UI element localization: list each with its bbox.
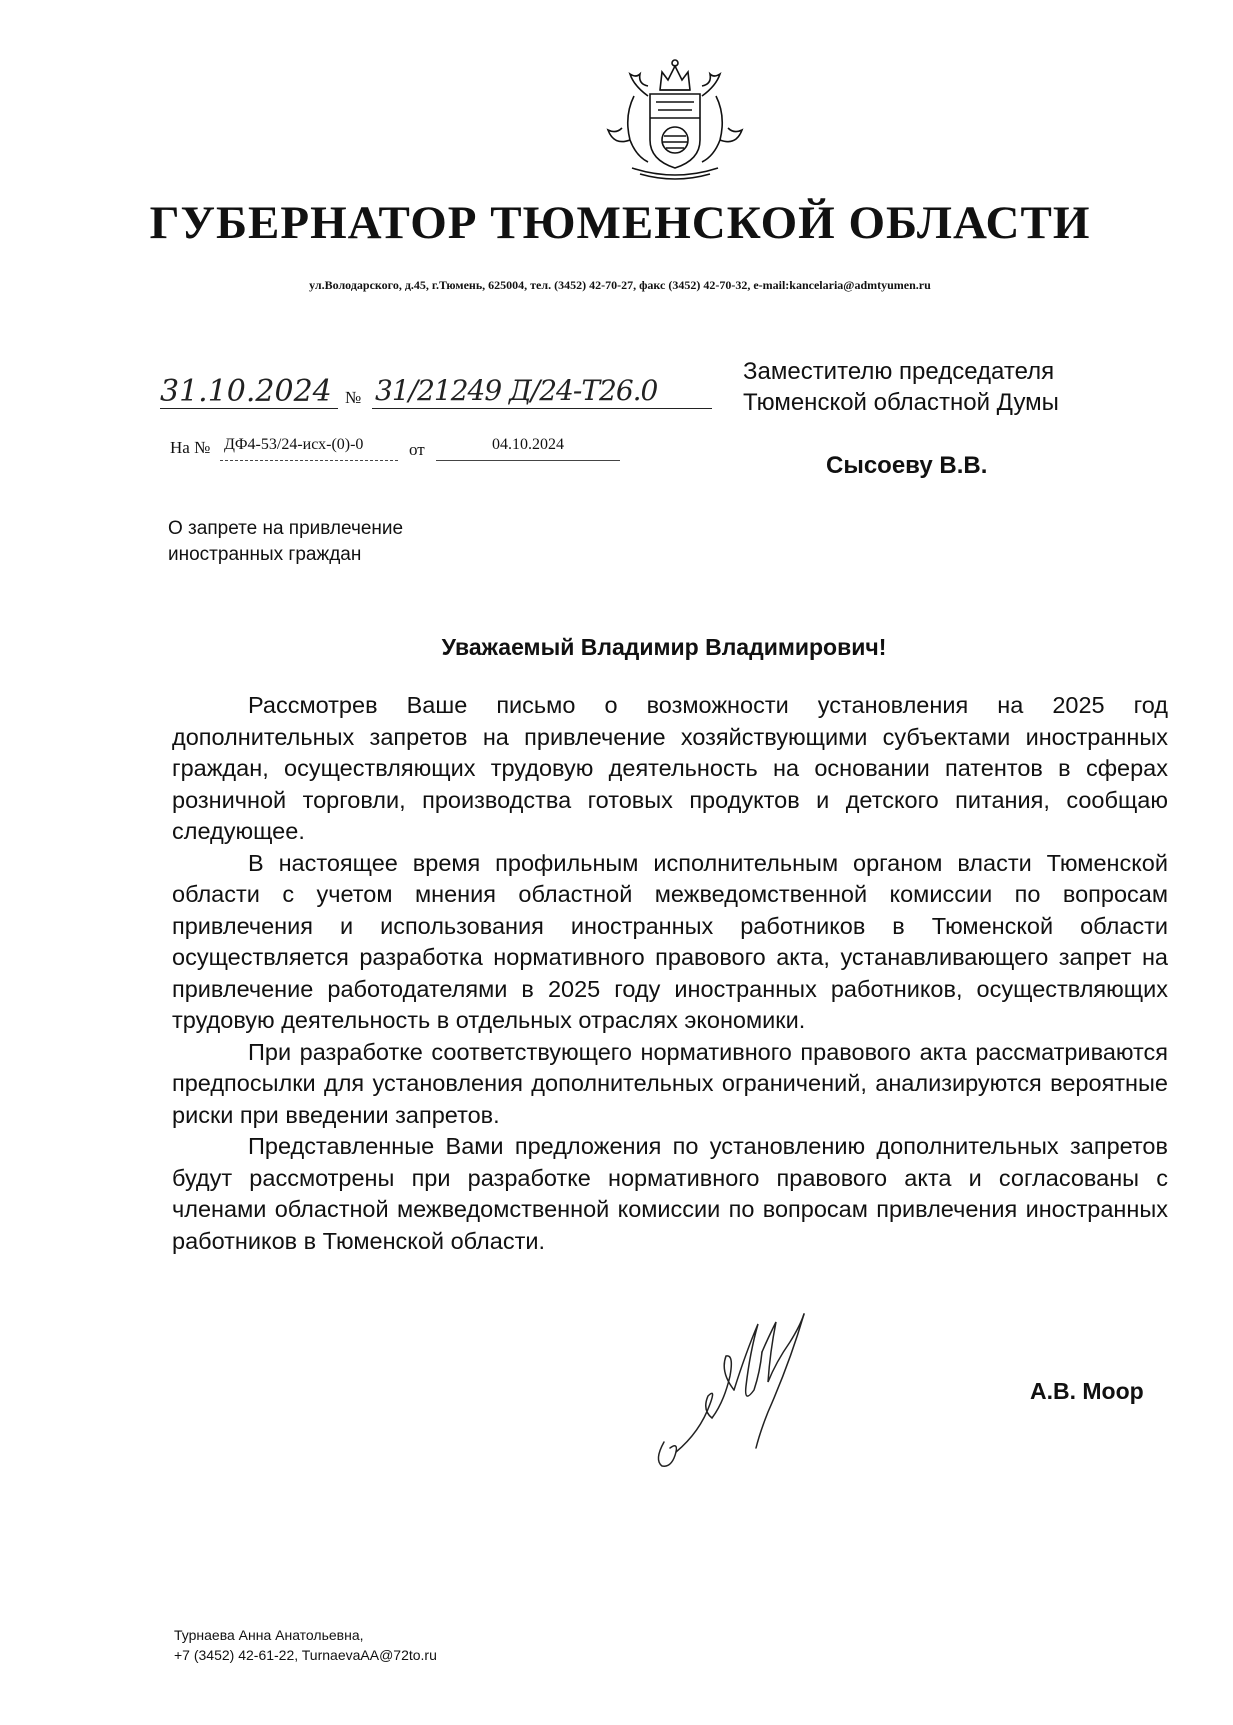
subject-line1: О запрете на привлечение	[168, 518, 404, 539]
body-paragraph-1: Рассмотрев Ваше письмо о возможности установления на 2025 год дополнительных запретов на привлечение хозяйствующими субъектами иностранных граждан, осуществляющих трудовую деятельность на основании патентов в сферах розничной торговли, производства готовых продуктов и детского питания, сообщаю следующее.	[172, 692, 1168, 844]
subject-line2: иностранных граждан	[168, 544, 362, 565]
organization-title: ГУБЕРНАТОР ТЮМЕНСКОЙ ОБЛАСТИ	[149, 197, 1091, 249]
body-paragraph-2: В настоящее время профильным исполнительным органом власти Тюменской области с учетом мнения областной межведомственной комиссии по вопросам привлечения и использования иностранных работников в Тюменской области осуществляется разработка нормативного правового акта, устанавливающего запрет на привлечение работодателями в 2025 году иностранных работников, осуществляющих трудовую деятельность в отдельных отраслях экономики.	[172, 849, 1168, 1033]
reply-to-date-underline	[436, 460, 620, 461]
registration-number-underline	[372, 408, 712, 409]
registration-date-underline	[160, 408, 338, 409]
signer-name: А.В. Моор	[1030, 1378, 1144, 1404]
addressee-position-line1: Заместителю председателя	[743, 358, 1055, 385]
executor-contact: +7 (3452) 42-61-22, TurnaevaAA@72to.ru	[174, 1647, 437, 1663]
reply-to-date: 04.10.2024	[492, 436, 564, 453]
reply-to-date-label: от	[409, 440, 425, 459]
coat-of-arms-icon	[590, 56, 760, 184]
addressee-block	[743, 356, 1123, 418]
signature-icon	[650, 1292, 850, 1472]
registration-date: 31.10.2024	[160, 374, 332, 409]
salutation: Уважаемый Владимир Владимирович!	[441, 634, 887, 660]
reply-to-number-underline	[220, 460, 398, 461]
letter-subject	[168, 516, 568, 568]
number-sign: №	[345, 388, 362, 407]
addressee-position-line2: Тюменской областной Думы	[743, 389, 1059, 416]
executor-block	[174, 1625, 437, 1665]
body-paragraph-4: Представленные Вами предложения по установлению дополнительных запретов будут рассмотрены при разработке нормативного правового акта и согласованы с членами областной межведомственной комиссии по вопросам привлечения иностранных работников в Тюменской области.	[172, 1133, 1168, 1254]
executor-name: Турнаева Анна Анатольевна,	[174, 1627, 364, 1643]
reply-to-label: На №	[170, 438, 211, 457]
addressee-name: Сысоеву В.В.	[826, 452, 988, 479]
registration-number: 31/21249 Д/24-Т26.0	[375, 374, 658, 407]
letter-body	[172, 690, 1168, 1257]
body-paragraph-3: При разработке соответствующего нормативного правового акта рассматриваются предпосылки для установления дополнительных ограничений, анализируются вероятные риски при введении запретов.	[172, 1038, 1168, 1128]
reply-to-number: ДФ4-53/24-исх-(0)-0	[224, 436, 364, 453]
organization-address: ул.Володарского, д.45, г.Тюмень, 625004, тел. (3452) 42-70-27, факс (3452) 42-70-32, e-mail:kancelaria@admtyumen.ru	[309, 278, 931, 292]
